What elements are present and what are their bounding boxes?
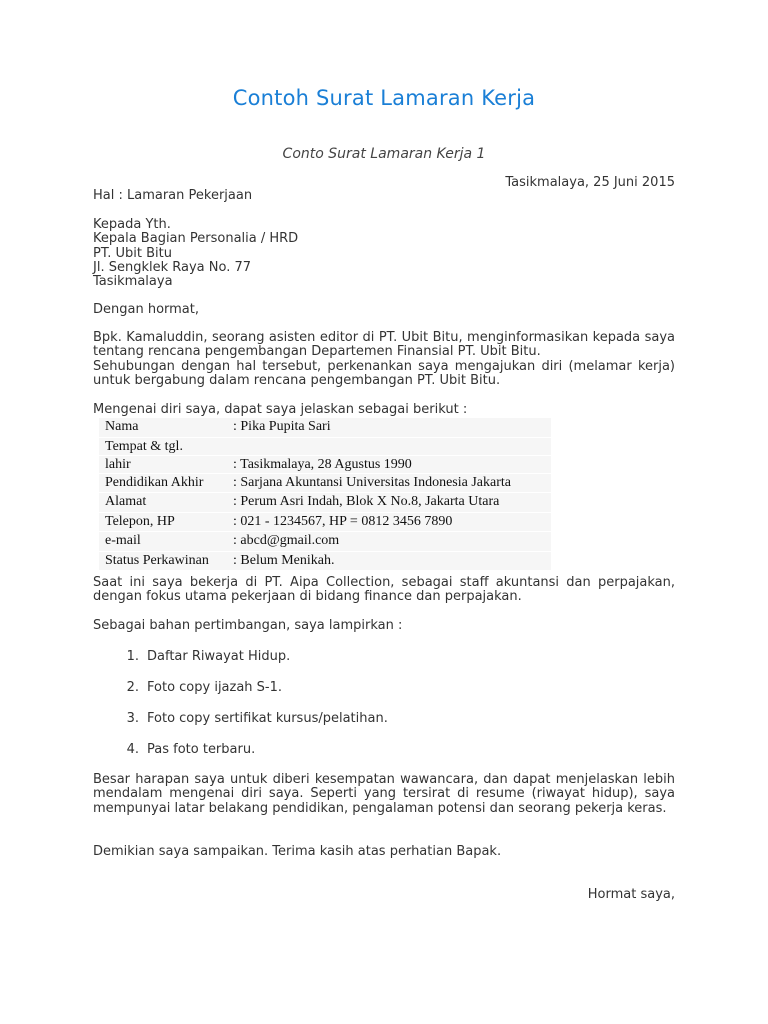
recipient-address bbox=[93, 218, 675, 289]
bio-value: : Pika Pupita Sari bbox=[227, 418, 551, 437]
list-item bbox=[114, 742, 255, 757]
bio-key: Pendidikan Akhir bbox=[99, 473, 227, 493]
bio-intro-text: Mengenai diri saya, dapat saya jelaskan sebagai berikut : bbox=[93, 402, 468, 417]
table-row bbox=[99, 493, 551, 513]
table-row bbox=[99, 455, 551, 473]
body-paragraph-5 bbox=[93, 845, 675, 859]
recipient-line: Jl. Sengklek Raya No. 77 bbox=[93, 259, 252, 275]
bio-key: Status Perkawinan bbox=[99, 551, 227, 571]
table-row bbox=[99, 473, 551, 493]
paragraph-text: Demikian saya sampaikan. Terima kasih atas perhatian Bapak. bbox=[93, 844, 502, 859]
table-row bbox=[99, 418, 551, 437]
bio-value: : 021 - 1234567, HP = 0812 3456 7890 bbox=[227, 512, 551, 532]
recipient-line: PT. Ubit Bitu bbox=[93, 245, 172, 261]
body-paragraph-4 bbox=[93, 773, 675, 816]
paragraph-text: Sehubungan dengan hal tersebut, perkenankan saya mengajukan diri (melamar kerja) untuk bergabung dalam rencana pengembangan PT. Ubit Bitu. bbox=[93, 358, 675, 388]
paragraph-text: Saat ini saya bekerja di PT. Aipa Collection, sebagai staff akuntansi dan perpajakan, dengan fokus utama pekerjaan di bidang finance dan perpajakan. bbox=[93, 575, 675, 605]
list-item bbox=[114, 711, 388, 726]
closing-salutation: Hormat saya, bbox=[587, 887, 675, 902]
subject-text: Hal : Lamaran Pekerjaan bbox=[93, 188, 253, 203]
paragraph-text: Besar harapan saya untuk diberi kesempatan wawancara, dan dapat menjelaskan lebih mendalam mengenai diri saya. Seperti yang tersirat di resume (riwayat hidup), saya mempunyai latar belakang pendidikan, pengalaman potensi dan seorang pekerja keras. bbox=[93, 772, 675, 816]
list-number: 1. bbox=[126, 649, 139, 664]
bio-value bbox=[227, 437, 551, 455]
bio-key: e-mail bbox=[99, 532, 227, 552]
table-row bbox=[99, 532, 551, 552]
list-text: Pas foto terbaru. bbox=[147, 742, 256, 757]
list-number: 2. bbox=[126, 680, 139, 695]
body-paragraph-3 bbox=[93, 576, 675, 605]
bio-key: Nama bbox=[99, 418, 227, 437]
attachments-intro-text: Sebagai bahan pertimbangan, saya lampirkan : bbox=[93, 618, 403, 633]
list-text: Foto copy ijazah S-1. bbox=[147, 680, 283, 695]
bio-key: Tempat & tgl. bbox=[99, 437, 227, 455]
list-text: Foto copy sertifikat kursus/pelatihan. bbox=[147, 711, 388, 726]
attachments-intro bbox=[93, 619, 675, 633]
subject-line bbox=[93, 189, 675, 203]
bio-value: : Perum Asri Indah, Blok X No.8, Jakarta Utara bbox=[227, 493, 551, 513]
page-title: Contoh Surat Lamaran Kerja bbox=[232, 86, 536, 110]
list-item bbox=[114, 649, 290, 664]
body-paragraph-1 bbox=[93, 331, 675, 388]
table-row bbox=[99, 551, 551, 571]
bio-value: : Belum Menikah. bbox=[227, 551, 551, 571]
letter-subtitle: Conto Surat Lamaran Kerja 1 bbox=[282, 146, 486, 162]
bio-key: lahir bbox=[99, 455, 227, 473]
paragraph-text: Bpk. Kamaluddin, seorang asisten editor di PT. Ubit Bitu, menginformasikan kepada saya tentang rencana pengembangan Departemen Finansial PT. Ubit Bitu. bbox=[93, 330, 675, 360]
table-row bbox=[99, 512, 551, 532]
list-item bbox=[114, 680, 282, 695]
list-number: 3. bbox=[126, 711, 139, 726]
bio-value: : Sarjana Akuntansi Universitas Indonesia Jakarta bbox=[227, 473, 551, 493]
bio-intro bbox=[93, 403, 675, 417]
recipient-line: Kepala Bagian Personalia / HRD bbox=[93, 231, 299, 247]
bio-value: : Tasikmalaya, 28 Agustus 1990 bbox=[227, 455, 551, 473]
bio-key: Telepon, HP bbox=[99, 512, 227, 532]
recipient-line: Kepada Yth. bbox=[93, 217, 171, 232]
list-text: Daftar Riwayat Hidup. bbox=[147, 649, 291, 664]
bio-key: Alamat bbox=[99, 493, 227, 513]
bio-value: : abcd@gmail.com bbox=[227, 532, 551, 552]
bio-table bbox=[99, 418, 551, 571]
greeting bbox=[93, 303, 675, 317]
letter-date: Tasikmalaya, 25 Juni 2015 bbox=[505, 175, 675, 190]
list-number: 4. bbox=[126, 742, 139, 757]
recipient-line: Tasikmalaya bbox=[93, 274, 173, 290]
greeting-text: Dengan hormat, bbox=[93, 302, 200, 317]
table-row bbox=[99, 437, 551, 455]
